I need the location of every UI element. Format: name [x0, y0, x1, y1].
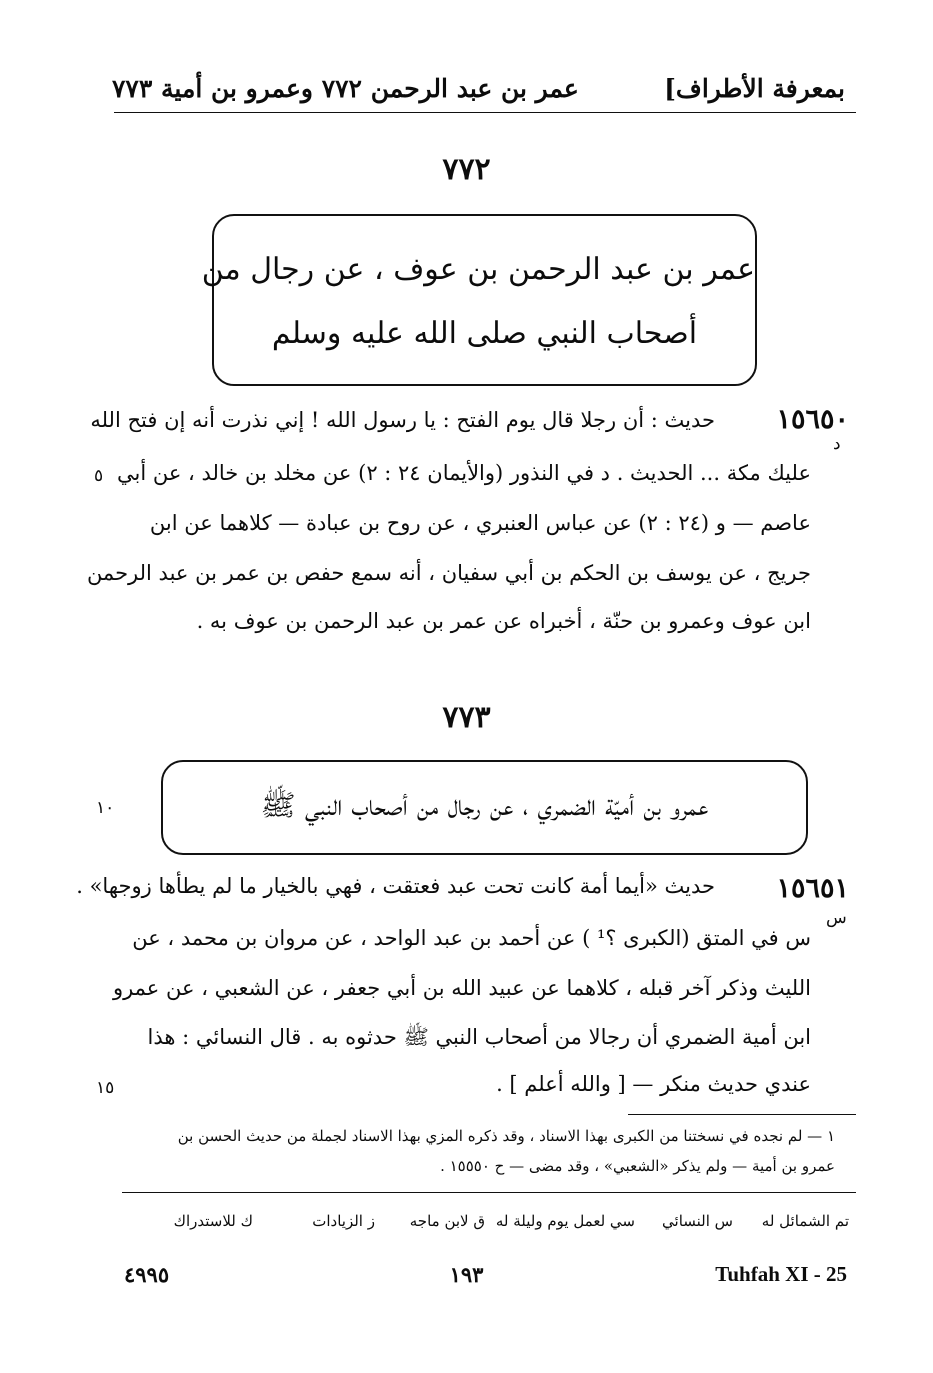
hadith-line: عاصم — و (٢٤ : ٢) عن عباس العنبري ، عن روح بن عبادة — كلاهما عن ابن — [149, 511, 811, 535]
footnote-line: ١ — لم نجده في نسختنا من الكبرى بهذا الاسناد ، وقد ذكره المزي بهذا الاسناد لجملة من حديث الحسن بن — [177, 1127, 835, 1145]
section-title-box — [161, 760, 808, 855]
section-title-line: أصحاب النبي صلى الله عليه وسلم — [271, 316, 698, 351]
abbreviation-item: ق لابن ماجه — [409, 1212, 485, 1230]
hadith-line: عندي حديث منكر — [ والله أعلم ] . — [496, 1072, 811, 1096]
hadith-line: ابن عوف وعمرو بن حنّة ، أخبراه عن عمر بن عبد الرحمن بن عوف به . — [196, 609, 811, 633]
abbreviation-item: سي لعمل يوم وليلة له — [495, 1212, 635, 1230]
abbreviation-item: س النسائي — [662, 1212, 733, 1230]
hadith-line: ابن أمية الضمري أن رجالا من أصحاب النبي ﷺ حدثوه به . قال النسائي : هذا — [147, 1025, 811, 1049]
running-head-left: عمر بن عبد الرحمن ٧٧٢ وعمرو بن أمية ٧٧٣ — [112, 74, 579, 103]
section-number: ٧٧٢ — [442, 152, 491, 187]
footnote-line: عمرو بن أمية — ولم يذكر «الشعبي» ، وقد مضى — ح ١٥٥٥٠ . — [440, 1157, 835, 1175]
hadith-number: ١٥٦٥١ — [776, 873, 849, 904]
hadith-number: ١٥٦٥٠ — [776, 404, 849, 435]
line-number: ١٠ — [96, 798, 115, 818]
line-number: ١٥ — [96, 1078, 115, 1098]
footnote-rule — [628, 1114, 856, 1115]
section-title-line: عمرو بن أميّة الضمري ، عن رجال من أصحاب النبي ﷺ — [260, 788, 709, 822]
abbreviations-rule — [122, 1192, 856, 1193]
hadith-line: عليك مكة ... الحديث . د في النذور (والأيمان ٢٤ : ٢) عن مخلد بن خالد ، عن أبي — [116, 461, 811, 485]
abbreviation-item: ز الزيادات — [312, 1212, 375, 1230]
section-title-box — [201, 214, 757, 386]
abbreviation-item: ك للاستدراك — [173, 1212, 253, 1230]
section-title-line: عمر بن عبد الرحمن بن عوف ، عن رجال من — [201, 252, 755, 287]
source-siglum: د — [833, 434, 841, 454]
print-code: ٤٩٩٥ — [124, 1262, 170, 1287]
running-head-right: بمعرفة الأطراف] — [664, 74, 845, 103]
line-number: ٥ — [94, 466, 104, 486]
page-number: ١٩٣ — [449, 1262, 484, 1287]
source-siglum: س — [826, 908, 847, 928]
hadith-line: جريج ، عن يوسف بن الحكم بن أبي سفيان ، أنه سمع حفص بن عمر بن عبد الرحمن — [86, 561, 811, 585]
hadith-line: حديث : أن رجلا قال يوم الفتح : يا رسول الله ! إني نذرت أنه إن فتح الله — [90, 408, 715, 432]
hadith-line: حديث «أيما أمة كانت تحت عبد فعتقت ، فهي بالخيار ما لم يطأها زوجها» . — [76, 874, 715, 898]
signature-mark: Tuhfah XI - 25 — [715, 1262, 847, 1286]
hadith-line: الليث وذكر آخر قبله ، كلاهما عن عبيد الله بن أبي جعفر ، عن الشعبي ، عن عمرو — [112, 976, 811, 1000]
header-rule — [114, 112, 856, 113]
section-number: ٧٧٣ — [442, 700, 491, 735]
abbreviation-item: تم الشمائل له — [761, 1212, 849, 1230]
hadith-line: س في المتق (الكبرى ؟¹ ) عن أحمد بن عبد الواحد ، عن مروان بن محمد ، عن — [132, 926, 811, 950]
